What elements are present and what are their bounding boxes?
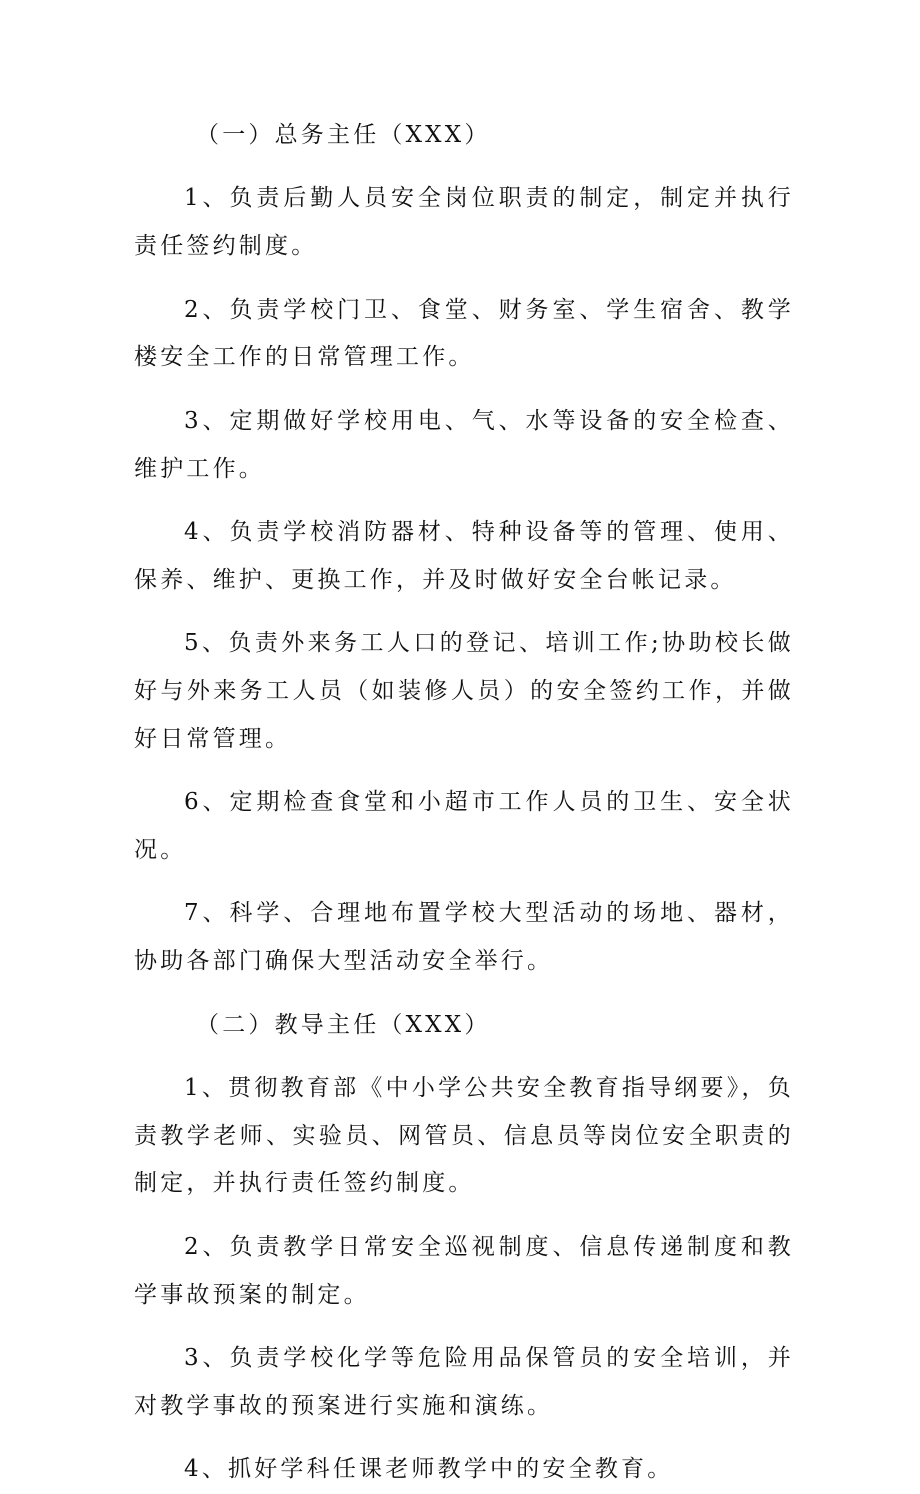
spacer: [134, 1049, 794, 1065]
spacer: [134, 1208, 794, 1224]
paragraph-item: 7、科学、合理地布置学校大型活动的场地、器材，协助各部门确保大型活动安全举行。: [134, 900, 794, 975]
spacer: [134, 605, 794, 621]
paragraph-item: 1、贯彻教育部《中小学公共安全教育指导纲要》，负责教学老师、实验员、网管员、信息员等岗位安全职责的制定，并执行责任签约制度。: [134, 1074, 794, 1197]
spacer: [134, 493, 794, 509]
spacer: [134, 1431, 794, 1447]
paragraph-item: 2、负责教学日常安全巡视制度、信息传递制度和教学事故预案的制定。: [134, 1233, 794, 1308]
section-heading-general-affairs: （一）总务主任（XXX）: [196, 122, 491, 148]
paragraph-item: 2、负责学校门卫、食堂、财务室、学生宿舍、教学楼安全工作的日常管理工作。: [134, 296, 794, 371]
section-heading-academic-affairs: （二）教导主任（XXX）: [196, 1011, 491, 1038]
spacer: [134, 160, 794, 176]
spacer: [134, 986, 794, 1002]
paragraph-item: 4、抓好学科任课老师教学中的安全教育。: [184, 1456, 674, 1483]
spacer: [134, 382, 794, 398]
paragraph-item: 6、定期检查食堂和小超市工作人员的卫生、安全状况。: [134, 789, 794, 863]
paragraph-item: 3、定期做好学校用电、气、水等设备的安全检查、维护工作。: [134, 407, 794, 482]
spacer: [134, 875, 794, 891]
paragraph-item: 1、负责后勤人员安全岗位职责的制定，制定并执行责任签约制度。: [134, 185, 794, 260]
document-body: [134, 112, 794, 1494]
paragraph-item: 5、负责外来务工人口的登记、培训工作;协助校长做好与外来务工人员（如装修人员）的安全签约工作，并做好日常管理。: [134, 630, 794, 752]
spacer: [134, 271, 794, 287]
paragraph-item: 3、负责学校化学等危险用品保管员的安全培训，并对教学事故的预案进行实施和演练。: [134, 1345, 794, 1419]
spacer: [134, 1319, 794, 1335]
paragraph-item: 4、负责学校消防器材、特种设备等的管理、使用、保养、维护、更换工作，并及时做好安全台帐记录。: [134, 518, 794, 593]
spacer: [134, 764, 794, 780]
